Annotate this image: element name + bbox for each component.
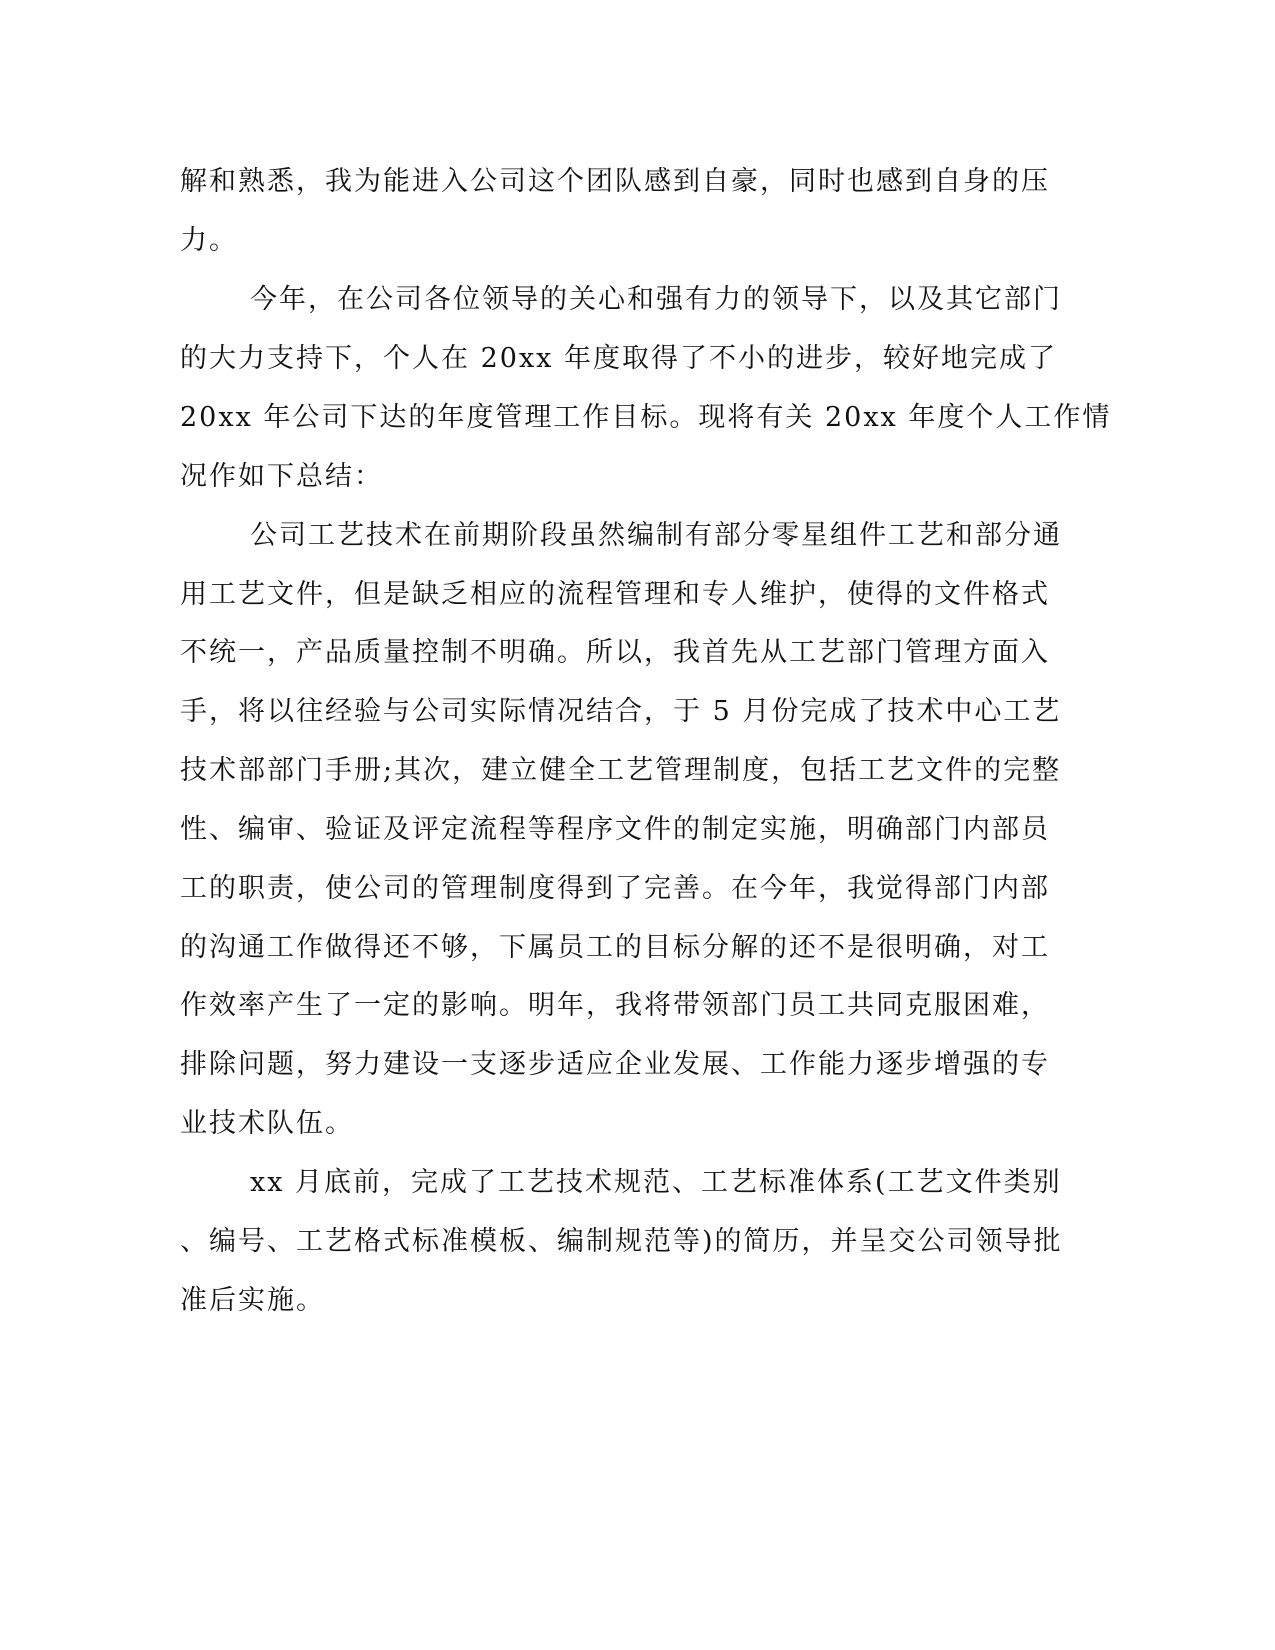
line-text: 性、编审、验证及评定流程等程序文件的制定实施，明确部门内部员 — [180, 814, 1050, 845]
line-text: 作效率产生了一定的影响。明年，我将带领部门员工共同克服困难， — [180, 990, 1050, 1021]
line-text: 用工艺文件，但是缺乏相应的流程管理和专人维护，使得的文件格式 — [180, 579, 1050, 610]
line-text: 力。 — [180, 225, 238, 256]
text-line — [0, 682, 1275, 742]
text-line — [0, 859, 1275, 919]
text-line — [0, 447, 1275, 507]
text-line — [0, 329, 1275, 389]
text-line — [0, 152, 1275, 212]
line-text: 公司工艺技术在前期阶段虽然编制有部分零星组件工艺和部分通 — [250, 520, 1062, 551]
line-text: xx 月底前，完成了工艺技术规范、工艺标准体系(工艺文件类别 — [250, 1167, 1062, 1198]
text-line — [0, 976, 1275, 1036]
text-line — [0, 623, 1275, 683]
line-text: 的沟通工作做得还不够，下属员工的目标分解的还不是很明确，对工 — [180, 932, 1050, 963]
line-text: 解和熟悉，我为能进入公司这个团队感到自豪，同时也感到自身的压 — [180, 166, 1050, 197]
text-line — [0, 741, 1275, 801]
line-text: 技术部部门手册;其次，建立健全工艺管理制度，包括工艺文件的完整 — [180, 755, 1062, 786]
line-text: 手，将以往经验与公司实际情况结合，于 5 月份完成了技术中心工艺 — [180, 696, 1062, 727]
line-text: 的大力支持下，个人在 20xx 年度取得了不小的进步，较好地完成了 — [180, 343, 1057, 374]
text-line — [0, 800, 1275, 860]
text-line — [0, 918, 1275, 978]
text-line — [0, 270, 1275, 330]
text-line — [0, 565, 1275, 625]
line-text: 今年，在公司各位领导的关心和强有力的领导下，以及其它部门 — [250, 284, 1062, 315]
text-line — [0, 1153, 1275, 1213]
text-line — [0, 388, 1275, 448]
line-text: 况作如下总结： — [180, 461, 383, 492]
text-line — [0, 1035, 1275, 1095]
line-text: 20xx 年公司下达的年度管理工作目标。现将有关 20xx 年度个人工作情 — [180, 402, 1112, 433]
text-line — [0, 211, 1275, 271]
text-line — [0, 1212, 1275, 1272]
line-text: 、编号、工艺格式标准模板、编制规范等)的简历，并呈交公司领导批 — [180, 1226, 1063, 1257]
text-line — [0, 1094, 1275, 1154]
text-line — [0, 1271, 1275, 1331]
line-text: 业技术队伍。 — [180, 1108, 354, 1139]
line-text: 准后实施。 — [180, 1285, 325, 1316]
line-text: 不统一，产品质量控制不明确。所以，我首先从工艺部门管理方面入 — [180, 637, 1050, 668]
text-line — [0, 506, 1275, 566]
line-text: 工的职责，使公司的管理制度得到了完善。在今年，我觉得部门内部 — [180, 873, 1050, 904]
line-text: 排除问题，努力建设一支逐步适应企业发展、工作能力逐步增强的专 — [180, 1049, 1050, 1080]
